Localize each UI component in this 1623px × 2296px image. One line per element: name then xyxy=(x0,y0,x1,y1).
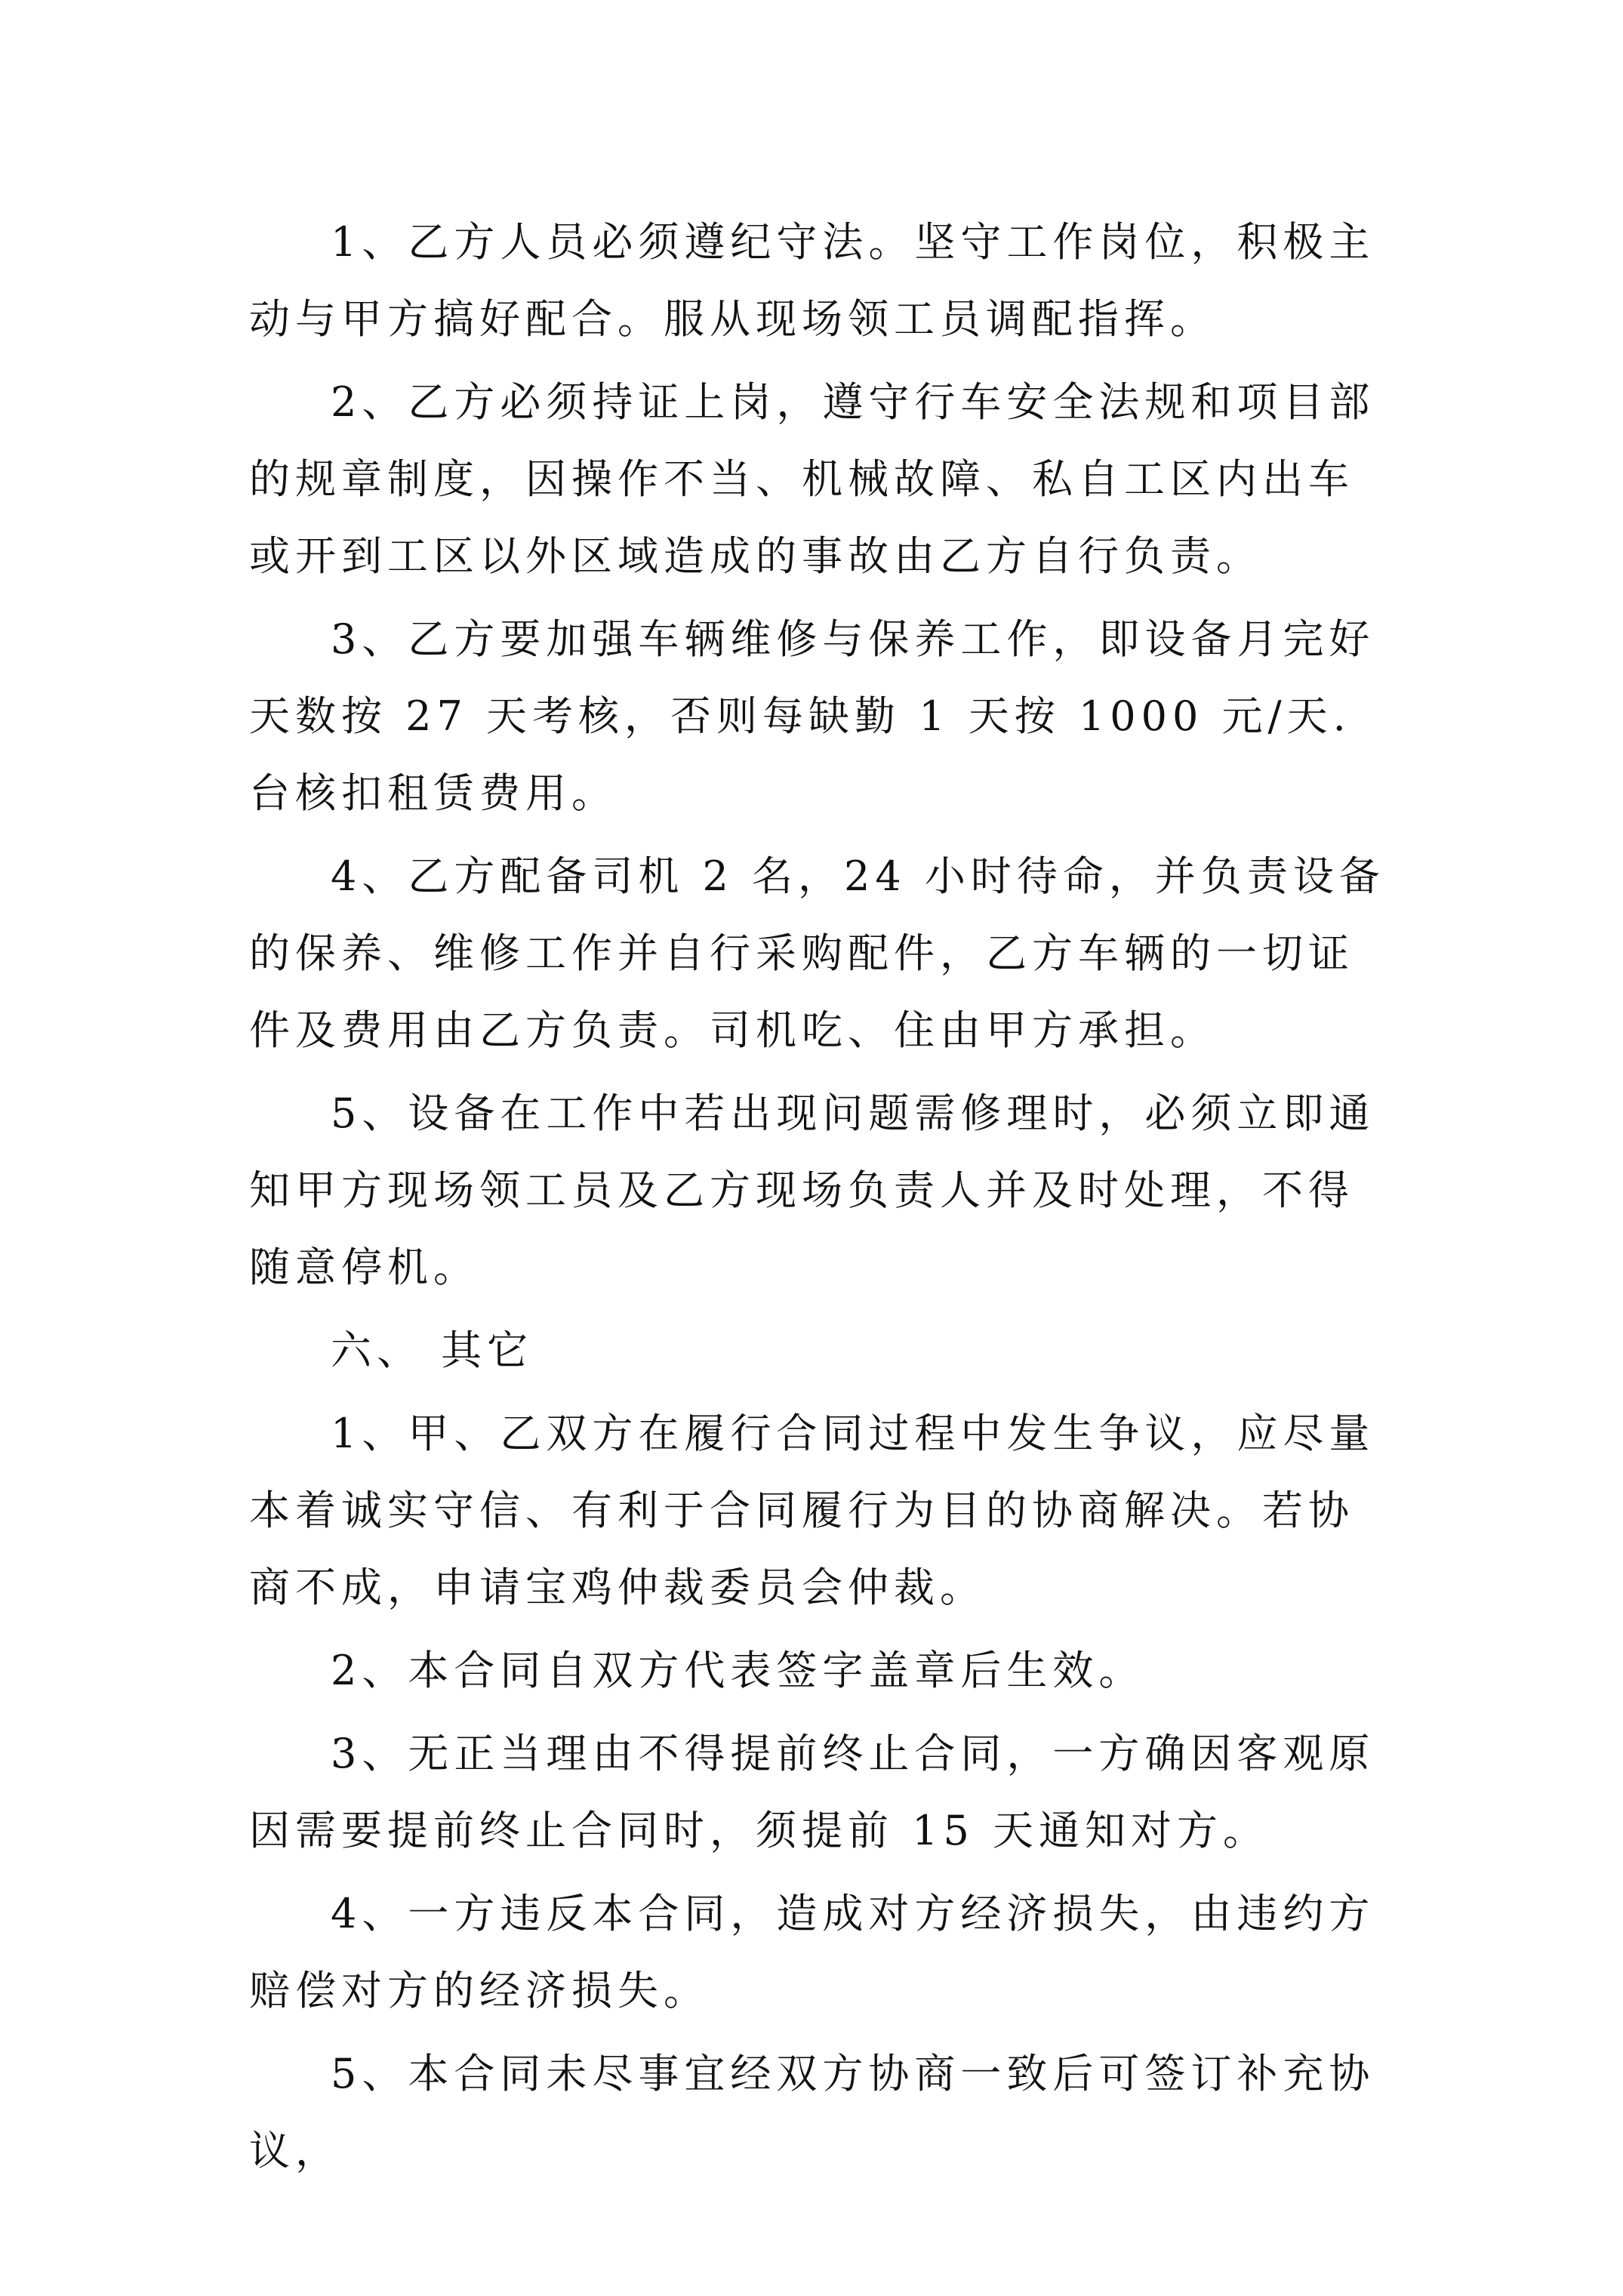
paragraph-2: 2、乙方必须持证上岗，遵守行车安全法规和项目部的规章制度，因操作不当、机械故障、私自工区内出车或开到工区以外区域造成的事故由乙方自行负责。 xyxy=(249,378,1375,580)
section-paragraph-1: 1、甲、乙双方在履行合同过程中发生争议，应尽量本着诚实守信、有利于合同履行为目的协商解决。若协商不成，申请宝鸡仲裁委员会仲裁。 xyxy=(249,1410,1375,1611)
section-heading: 六、 其它 xyxy=(331,1327,534,1374)
paragraph-3: 3、乙方要加强车辆维修与保养工作，即设备月完好天数按 27 天考核，否则每缺勤 1 天按 1000 元/天.台核扣租赁费用。 xyxy=(249,615,1375,817)
paragraph-1: 1、乙方人员必须遵纪守法。坚守工作岗位，积极主动与甲方搞好配合。服从现场领工员调配指挥。 xyxy=(249,218,1375,343)
document-body xyxy=(249,204,1397,2196)
section-paragraph-5: 5、本合同未尽事宜经双方协商一致后可签订补充协议， xyxy=(249,2050,1375,2174)
paragraph-4: 4、乙方配备司机 2 名，24 小时待命，并负责设备的保养、维修工作并自行采购配件，乙方车辆的一切证件及费用由乙方负责。司机吃、住由甲方承担。 xyxy=(249,852,1385,1054)
section-paragraph-3: 3、无正当理由不得提前终止合同，一方确因客观原因需要提前终止合同时，须提前 15 天通知对方。 xyxy=(249,1730,1375,1854)
section-paragraph-2: 2、本合同自双方代表签字盖章后生效。 xyxy=(331,1647,1145,1694)
paragraph-5: 5、设备在工作中若出现问题需修理时，必须立即通知甲方现场领工员及乙方现场负责人并及时处理，不得随意停机。 xyxy=(249,1089,1375,1291)
section-paragraph-4: 4、一方违反本合同，造成对方经济损失，由违约方赔偿对方的经济损失。 xyxy=(249,1890,1375,2014)
